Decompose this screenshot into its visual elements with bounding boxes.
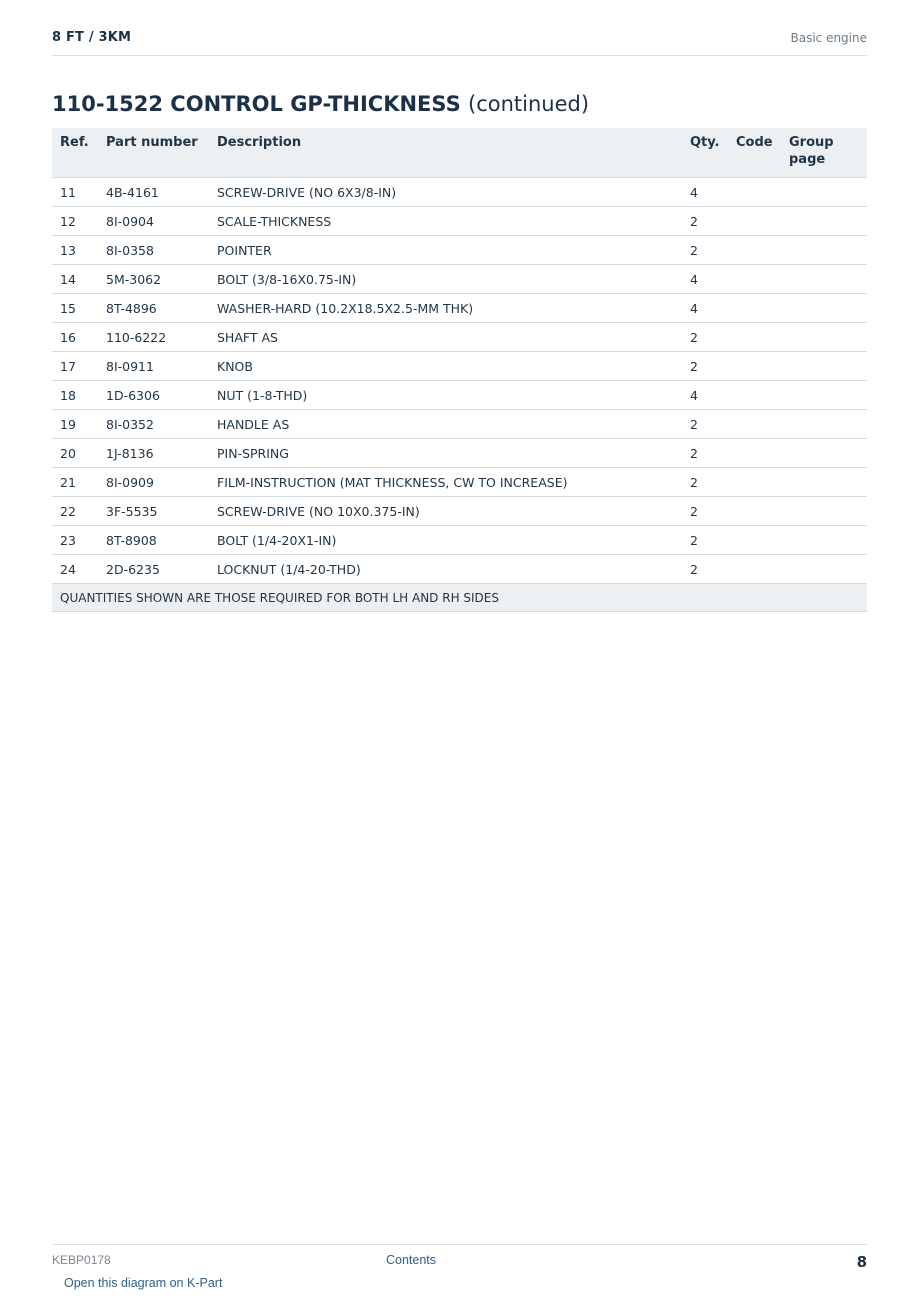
table-row: [52, 265, 867, 294]
ref-cell: 18: [52, 381, 98, 410]
open-diagram-link[interactable]: Open this diagram on K-Part: [64, 1276, 223, 1290]
description-cell: HANDLE AS: [209, 410, 682, 439]
qty-cell: 2: [682, 468, 728, 497]
group-page-cell: [781, 439, 867, 468]
column-header-description: Description: [209, 128, 682, 178]
ref-cell: 22: [52, 497, 98, 526]
document-code: KEBP0178: [52, 1253, 111, 1267]
table-row: [52, 323, 867, 352]
part-number-cell: 8I-0911: [98, 352, 209, 381]
qty-cell: 4: [682, 381, 728, 410]
part-number-cell: 8I-0909: [98, 468, 209, 497]
ref-cell: 21: [52, 468, 98, 497]
description-cell: KNOB: [209, 352, 682, 381]
qty-cell: 2: [682, 555, 728, 584]
group-title: 110-1522 CONTROL GP-THICKNESS: [52, 92, 461, 116]
ref-cell: 17: [52, 352, 98, 381]
part-number-cell: 3F-5535: [98, 497, 209, 526]
part-number-cell: 8T-8908: [98, 526, 209, 555]
description-cell: SCREW-DRIVE (NO 6X3/8-IN): [209, 178, 682, 207]
part-number-cell: 110-6222: [98, 323, 209, 352]
column-header-ref: Ref.: [52, 128, 98, 178]
code-cell: [728, 555, 781, 584]
ref-cell: 12: [52, 207, 98, 236]
group-page-cell: [781, 555, 867, 584]
ref-cell: 14: [52, 265, 98, 294]
page-footer: [52, 1244, 867, 1295]
group-page-cell: [781, 323, 867, 352]
column-header-part-number: Part number: [98, 128, 209, 178]
code-cell: [728, 178, 781, 207]
page-header: [52, 28, 867, 56]
code-cell: [728, 381, 781, 410]
group-page-cell: [781, 207, 867, 236]
code-cell: [728, 323, 781, 352]
column-header-qty: Qty.: [682, 128, 728, 178]
code-cell: [728, 352, 781, 381]
description-cell: WASHER-HARD (10.2X18.5X2.5-MM THK): [209, 294, 682, 323]
description-cell: NUT (1-8-THD): [209, 381, 682, 410]
qty-cell: 2: [682, 439, 728, 468]
code-cell: [728, 468, 781, 497]
description-cell: BOLT (1/4-20X1-IN): [209, 526, 682, 555]
table-row: [52, 526, 867, 555]
code-cell: [728, 497, 781, 526]
code-cell: [728, 265, 781, 294]
qty-cell: 4: [682, 178, 728, 207]
group-page-cell: [781, 178, 867, 207]
quantities-note: QUANTITIES SHOWN ARE THOSE REQUIRED FOR BOTH LH AND RH SIDES: [52, 584, 867, 612]
table-row: [52, 497, 867, 526]
code-cell: [728, 236, 781, 265]
machine-model: 8 FT / 3KM: [52, 30, 132, 45]
qty-cell: 2: [682, 526, 728, 555]
contents-link[interactable]: Contents: [386, 1253, 437, 1267]
group-page-cell: [781, 236, 867, 265]
code-cell: [728, 439, 781, 468]
table-row: [52, 555, 867, 584]
parts-table: [52, 128, 867, 612]
table-row: [52, 294, 867, 323]
qty-cell: 2: [682, 410, 728, 439]
description-cell: LOCKNUT (1/4-20-THD): [209, 555, 682, 584]
part-number-cell: 8I-0352: [98, 410, 209, 439]
ref-cell: 20: [52, 439, 98, 468]
section-name: Basic engine: [790, 31, 867, 45]
ref-cell: 23: [52, 526, 98, 555]
table-note-row: [52, 584, 867, 612]
group-page-cell: [781, 468, 867, 497]
description-cell: PIN-SPRING: [209, 439, 682, 468]
ref-cell: 11: [52, 178, 98, 207]
part-number-cell: 5M-3062: [98, 265, 209, 294]
description-cell: FILM-INSTRUCTION (MAT THICKNESS, CW TO INCREASE): [209, 468, 682, 497]
qty-cell: 2: [682, 236, 728, 265]
qty-cell: 2: [682, 207, 728, 236]
part-number-cell: 8I-0904: [98, 207, 209, 236]
qty-cell: 4: [682, 294, 728, 323]
group-page-cell: [781, 410, 867, 439]
description-cell: SHAFT AS: [209, 323, 682, 352]
part-number-cell: 1D-6306: [98, 381, 209, 410]
group-page-cell: [781, 294, 867, 323]
part-number-cell: 1J-8136: [98, 439, 209, 468]
description-cell: POINTER: [209, 236, 682, 265]
page-number: 8: [856, 1253, 867, 1271]
ref-cell: 24: [52, 555, 98, 584]
part-number-cell: 4B-4161: [98, 178, 209, 207]
page-title: [52, 90, 589, 118]
code-cell: [728, 207, 781, 236]
group-page-cell: [781, 526, 867, 555]
description-cell: BOLT (3/8-16X0.75-IN): [209, 265, 682, 294]
code-cell: [728, 294, 781, 323]
group-page-cell: [781, 497, 867, 526]
parts-table-body: [52, 178, 867, 584]
qty-cell: 2: [682, 323, 728, 352]
table-row: [52, 352, 867, 381]
table-row: [52, 468, 867, 497]
description-cell: SCREW-DRIVE (NO 10X0.375-IN): [209, 497, 682, 526]
description-cell: SCALE-THICKNESS: [209, 207, 682, 236]
ref-cell: 15: [52, 294, 98, 323]
group-page-cell: [781, 381, 867, 410]
continued-label: (continued): [468, 92, 590, 116]
table-row: [52, 236, 867, 265]
ref-cell: 19: [52, 410, 98, 439]
part-number-cell: 8T-4896: [98, 294, 209, 323]
group-page-cell: [781, 265, 867, 294]
ref-cell: 13: [52, 236, 98, 265]
code-cell: [728, 410, 781, 439]
table-header-row: [52, 128, 867, 178]
qty-cell: 2: [682, 497, 728, 526]
table-row: [52, 410, 867, 439]
group-page-cell: [781, 352, 867, 381]
part-number-cell: 8I-0358: [98, 236, 209, 265]
part-number-cell: 2D-6235: [98, 555, 209, 584]
table-row: [52, 439, 867, 468]
table-row: [52, 207, 867, 236]
code-cell: [728, 526, 781, 555]
column-header-code: Code: [728, 128, 781, 178]
qty-cell: 2: [682, 352, 728, 381]
qty-cell: 4: [682, 265, 728, 294]
table-row: [52, 178, 867, 207]
ref-cell: 16: [52, 323, 98, 352]
table-row: [52, 381, 867, 410]
column-header-group-page: Group page: [781, 128, 867, 178]
